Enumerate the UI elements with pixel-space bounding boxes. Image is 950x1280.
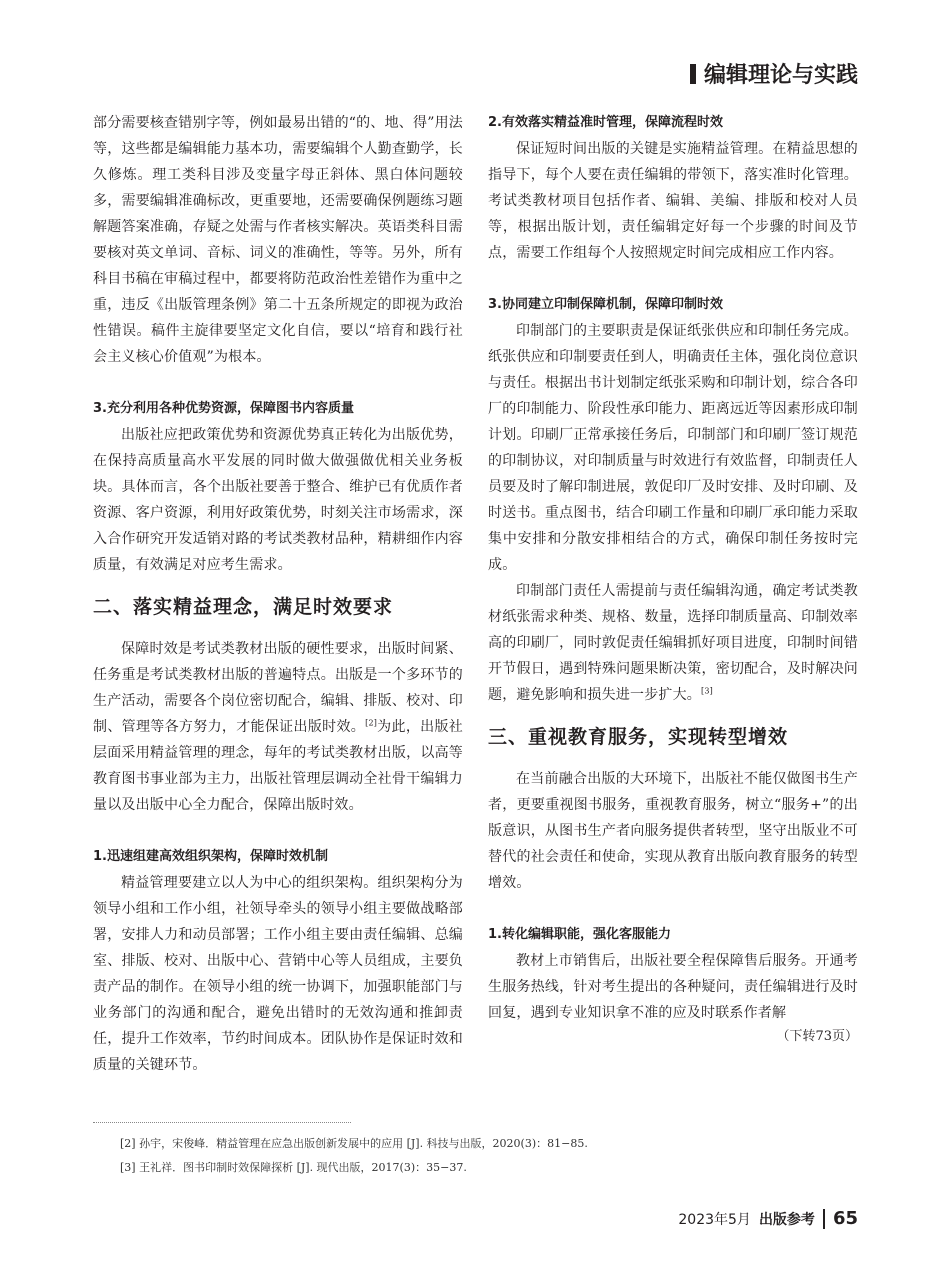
footer-separator: [823, 1209, 825, 1229]
paragraph: 印制部门责任人需提前与责任编辑沟通，确定考试类教材纸张需求种类、规格、数量，选择印制质量高、印制效率高的印刷厂，同时敦促责任编辑抓好项目进度，印制时间错开节假日，遇到特殊问题果断决策，密切配合，及时解决问题，避免影响和损失进一步扩大。[3]: [488, 583, 858, 703]
subheading: 3.充分利用各种优势资源，保障图书内容质量: [93, 401, 354, 416]
left-column: [93, 110, 463, 1078]
issue-date: 2023年5月: [678, 1211, 751, 1228]
paragraph: 在当前融合出版的大环境下，出版社不能仅做图书生产者，更要重视图书服务，重视教育服务，树立“服务+”的出版意识，从图书生产者向服务提供者转型，坚守出版业不可替代的社会责任和使命，实现从教育出版向教育服务的转型增效。: [488, 771, 858, 891]
paragraph: 教材上市销售后，出版社要全程保障售后服务。开通考生服务热线，针对考生提出的各种疑问，责任编辑进行及时回复，遇到专业知识拿不准的应及时联系作者解: [488, 953, 858, 1021]
subheading: 2.有效落实精益准时管理，保障流程时效: [488, 115, 723, 130]
journal-name: 出版参考: [758, 1211, 815, 1228]
subheading: 1.迅速组建高效组织架构，保障时效机制: [93, 849, 328, 864]
page-footer: [678, 1208, 858, 1229]
header-bar-mark: [690, 64, 696, 84]
page-number: 65: [832, 1208, 858, 1229]
paragraph: 保障时效是考试类教材出版的硬性要求，出版时间紧、任务重是考试类教材出版的普遍特点。出版是一个多环节的生产活动，需要各个岗位密切配合，编辑、排版、校对、印制、管理等各方努力，才能保证出版时效。[2]为此，出版社层面采用精益管理的理念，每年的考试类教材出版，以高等教育图书事业部为主力，出版社管理层调动全社骨干编辑力量以及出版中心全力配合，保障出版时效。: [93, 641, 463, 813]
paragraph: 部分需要核查错别字等，例如最易出错的“的、地、得”用法等，这些都是编辑能力基本功，需要编辑个人勤查勤学，长久修炼。理工类科目涉及变量字母正斜体、黑白体问题较多，需要编辑准确标改，更重要地，还需要确保例题练习题解题答案准确，存疑之处需与作者核实解决。英语类科目需要核对英文单词、音标、词义的准确性，等等。另外，所有科目书稿在审稿过程中，都要将防范政治性差错作为重中之重，违反《出版管理条例》第二十五条所规定的即视为政治性错误。稿件主旋律要坚定文化自信，要以“培育和践行社会主义核心价值观”为根本。: [93, 115, 463, 365]
citation-ref: [3]: [701, 686, 713, 696]
section-title: 编辑理论与实践: [703, 63, 858, 88]
paragraph: 保证短时间出版的关键是实施精益管理。在精益思想的指导下，每个人要在责任编辑的带领下，落实准时化管理。考试类教材项目包括作者、编辑、美编、排版和校对人员等，根据出版计划，责任编辑定好每一个步骤的时间及节点，需要工作组每个人按照规定时间完成相应工作内容。: [488, 141, 858, 261]
footnote: [3] 王礼祥．图书印制时效保障探析 [J]. 现代出版，2017(3)：35−37.: [120, 1161, 467, 1174]
subheading: 1.转化编辑职能，强化客服能力: [488, 927, 671, 942]
footnote: [2] 孙宇，宋俊峰．精益管理在应急出版创新发展中的应用 [J]. 科技与出版，2020(3)：81−85.: [120, 1137, 588, 1150]
continued-note: （下转73页）: [776, 1029, 858, 1044]
running-header: [690, 58, 858, 89]
paragraph: 出版社应把政策优势和资源优势真正转化为出版优势，在保持高质量高水平发展的同时做大做强做优相关业务板块。具体而言，各个出版社要善于整合、维护已有优质作者资源、客户资源，利用好政策优势，时刻关注市场需求，深入合作研究开发适销对路的考试类教材品种，精耕细作内容质量，有效满足对应考生需求。: [93, 427, 463, 573]
paragraph: 精益管理要建立以人为中心的组织架构。组织架构分为领导小组和工作小组，社领导牵头的领导小组主要做战略部署，安排人力和动员部署；工作小组主要由责任编辑、总编室、排版、校对、出版中心、营销中心等人员组成，主要负责产品的制作。在领导小组的统一协调下，加强职能部门与业务部门的沟通和配合，避免出错时的无效沟通和推卸责任，提升工作效率，节约时间成本。团队协作是保证时效和质量的关键环节。: [93, 875, 463, 1073]
paragraph: 印制部门的主要职责是保证纸张供应和印制任务完成。纸张供应和印制要责任到人，明确责任主体，强化岗位意识与责任。根据出书计划制定纸张采购和印制计划，综合各印厂的印制能力、阶段性承印能力、距离远近等因素形成印制计划。印刷厂正常承接任务后，印制部门和印刷厂签订规范的印制协议，对印制质量与时效进行有效监督，印制责任人员要及时了解印制进展，敦促印厂及时安排、及时印刷、及时送书。重点图书，结合印刷工作量和印刷厂承印能力采取集中安排和分散安排相结合的方式，确保印制任务按时完成。: [488, 323, 858, 573]
right-column: [488, 110, 858, 1048]
section-heading: 三、重视教育服务，实现转型增效: [488, 726, 789, 748]
footnotes: [120, 1132, 820, 1180]
section-heading: 二、落实精益理念，满足时效要求: [93, 596, 394, 618]
citation-ref: [2]: [365, 718, 378, 728]
subheading: 3.协同建立印制保障机制，保障印制时效: [488, 297, 723, 312]
footnote-divider: [93, 1122, 351, 1123]
